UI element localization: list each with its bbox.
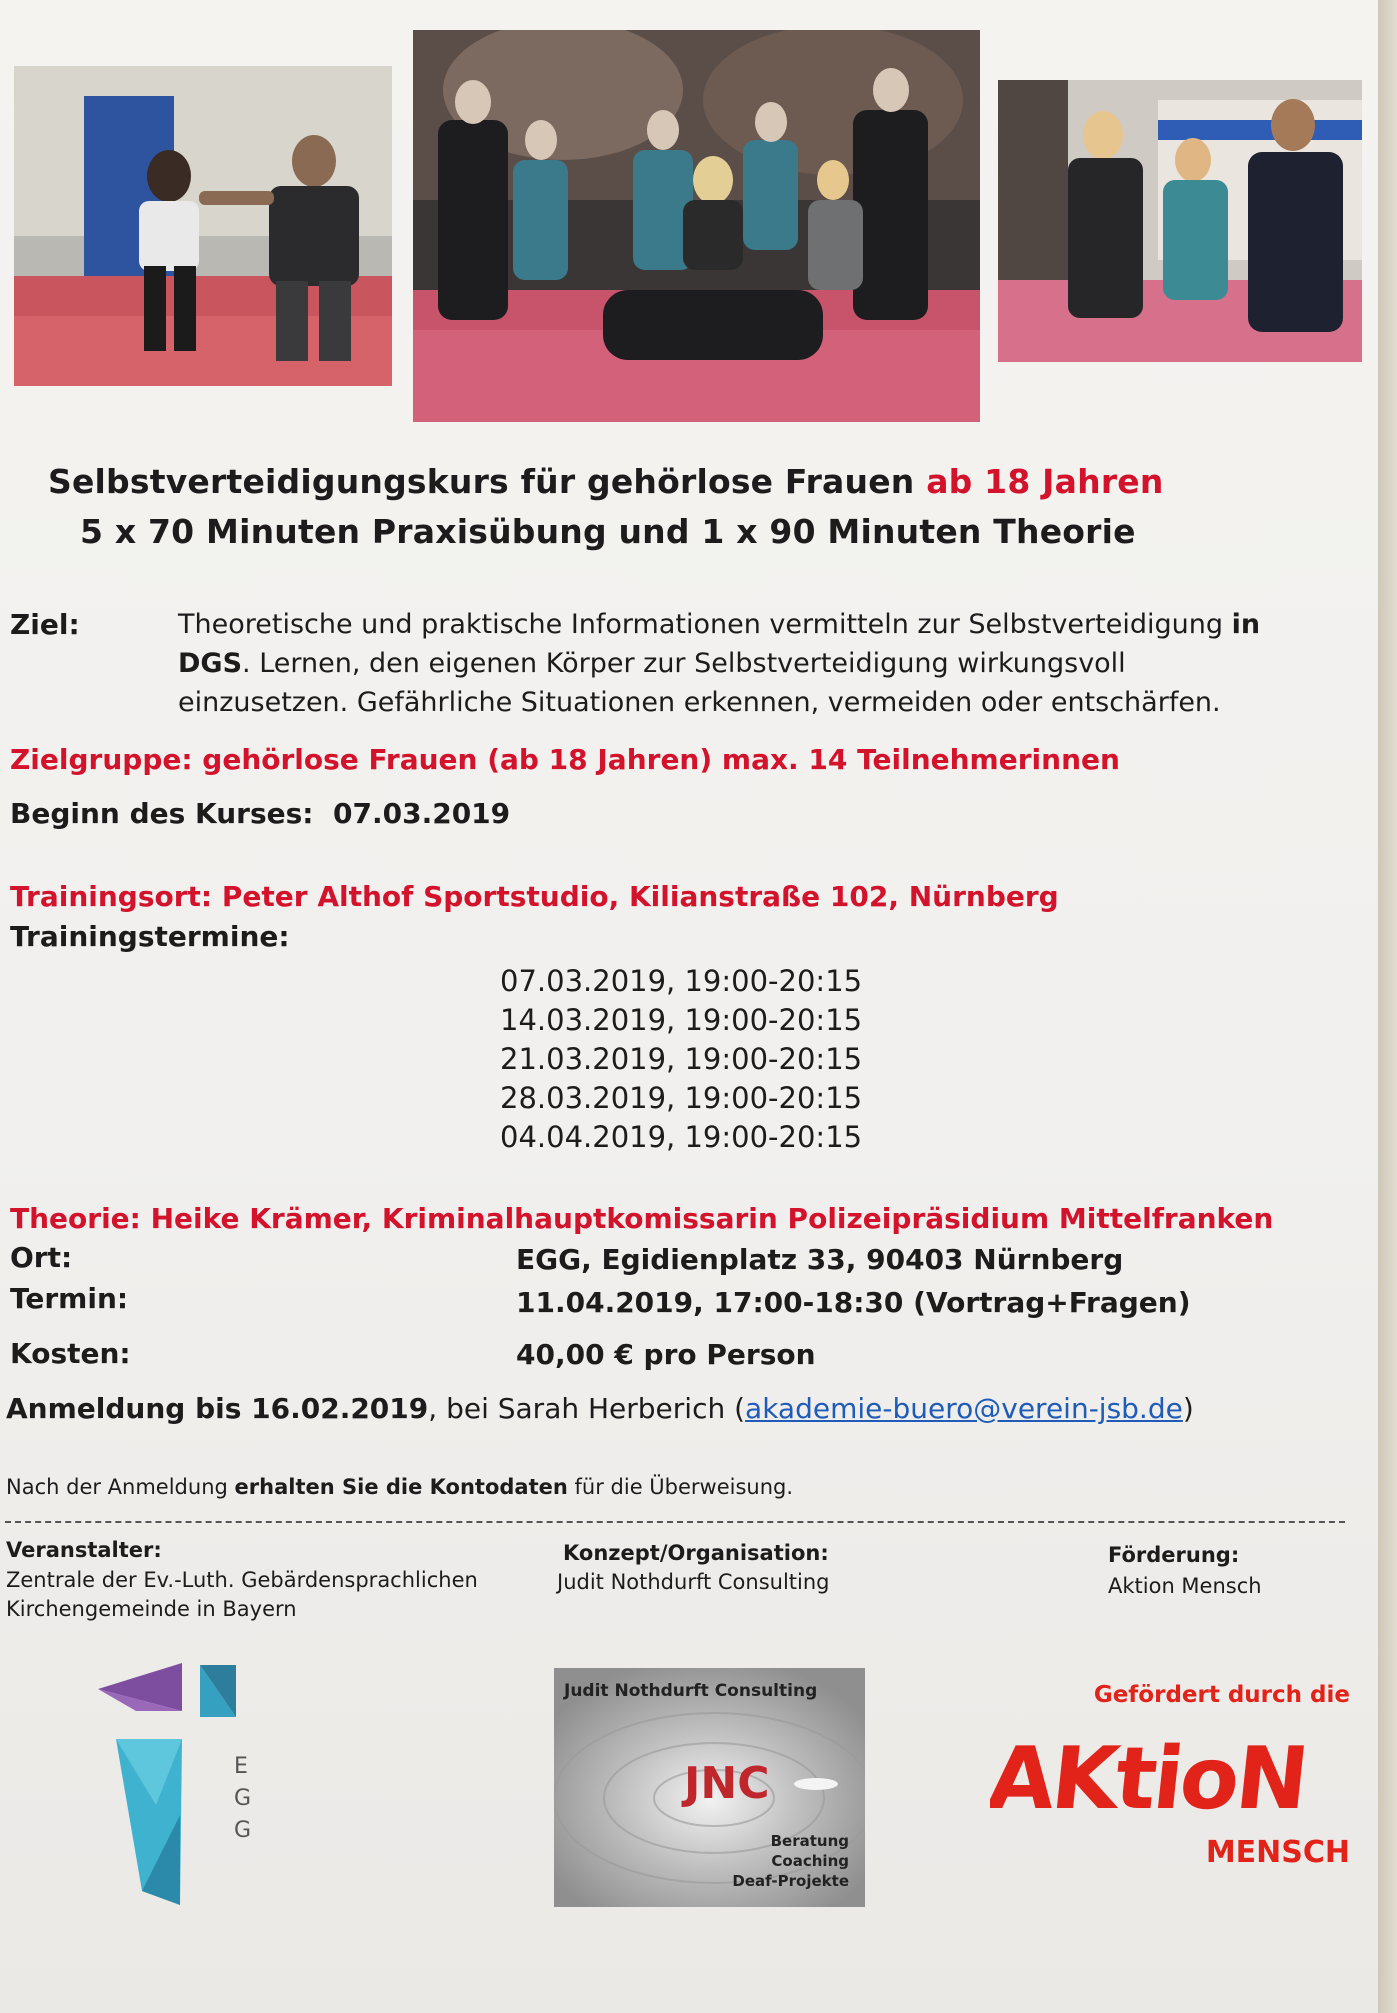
goal-label: Ziel:	[10, 608, 80, 641]
cost-label: Kosten:	[10, 1337, 131, 1370]
account-note: Nach der Anmeldung erhalten Sie die Kontodaten für die Überweisung.	[6, 1475, 794, 1499]
funding-logo-caption: Gefördert durch die	[1093, 1682, 1350, 1708]
svg-text:G: G	[234, 1786, 252, 1811]
jnc-logo	[554, 1668, 865, 1907]
theory-place-value: EGG, Egidienplatz 33, 90403 Nürnberg	[516, 1243, 1124, 1276]
training-date: 07.03.2019, 19:00-20:15	[500, 964, 863, 998]
photo-instructors	[998, 80, 1362, 362]
theory-heading: Theorie: Heike Krämer, Kriminalhauptkomissarin Polizeipräsidium Mittelfranken	[10, 1202, 1274, 1235]
course-title-main: Selbstverteidigungskurs für gehörlose Frauen	[48, 462, 915, 501]
aktion-mensch-logo	[990, 1670, 1360, 1890]
egg-logo	[96, 1655, 296, 1915]
divider	[5, 1521, 1345, 1523]
training-date: 28.03.2019, 19:00-20:15	[500, 1081, 863, 1115]
theory-date-value: 11.04.2019, 17:00-18:30 (Vortrag+Fragen)	[516, 1286, 1191, 1319]
theory-place-label: Ort:	[10, 1241, 73, 1274]
organizer-line-1: Zentrale der Ev.-Luth. Gebärdensprachlichen	[6, 1568, 478, 1592]
svg-text:Coaching: Coaching	[771, 1852, 849, 1870]
training-date: 21.03.2019, 19:00-20:15	[500, 1042, 863, 1076]
photo-group	[413, 30, 980, 422]
training-location: Trainingsort: Peter Althof Sportstudio, Kilianstraße 102, Nürnberg	[10, 880, 1059, 913]
goal-line-1: Theoretische und praktische Informationen vermitteln zur Selbstverteidigung in	[178, 609, 1261, 640]
svg-text:G: G	[234, 1818, 252, 1843]
organizer-label: Veranstalter:	[6, 1538, 162, 1562]
cost-value: 40,00 € pro Person	[516, 1338, 816, 1371]
training-date: 04.04.2019, 19:00-20:15	[500, 1120, 863, 1154]
photo-training-pair	[14, 66, 392, 386]
funding-value: Aktion Mensch	[1108, 1574, 1262, 1598]
jnc-logo-caption: Judit Nothdurft Consulting	[564, 1681, 818, 1701]
registration-email-link[interactable]: akademie-buero@verein-jsb.de	[745, 1392, 1183, 1425]
target-group: Zielgruppe: gehörlose Frauen (ab 18 Jahren) max. 14 Teilnehmerinnen	[10, 743, 1120, 776]
svg-text:Beratung: Beratung	[770, 1832, 849, 1850]
course-title-age: ab 18 Jahren	[926, 462, 1164, 501]
organizer-line-2: Kirchengemeinde in Bayern	[6, 1597, 297, 1621]
course-title	[48, 462, 1164, 501]
egg-logo-text: E	[234, 1754, 248, 1779]
mensch-logo-text: MENSCH	[1205, 1835, 1350, 1870]
paper-edge	[1378, 0, 1397, 2013]
goal-line-3: einzusetzen. Gefährliche Situationen erkennen, vermeiden oder entschärfen.	[178, 687, 1221, 718]
jnc-logo-text: JNC	[684, 1758, 770, 1809]
training-date: 14.03.2019, 19:00-20:15	[500, 1003, 863, 1037]
theory-date-label: Termin:	[10, 1282, 129, 1315]
course-start: Beginn des Kurses: 07.03.2019	[10, 797, 511, 830]
registration: Anmeldung bis 16.02.2019, bei Sarah Herberich (akademie-buero@verein-jsb.de)	[6, 1392, 1194, 1425]
aktion-logo-text: AKtioN	[990, 1729, 1311, 1829]
svg-text:Deaf-Projekte: Deaf-Projekte	[732, 1872, 849, 1890]
training-dates-list	[500, 962, 862, 1157]
course-subtitle: 5 x 70 Minuten Praxisübung und 1 x 90 Minuten Theorie	[80, 512, 1136, 551]
training-dates-label: Trainingstermine:	[10, 920, 290, 953]
funding-label: Förderung:	[1108, 1543, 1240, 1567]
goal-line-2: DGS. Lernen, den eigenen Körper zur Selbstverteidigung wirkungsvoll	[178, 648, 1126, 679]
concept-value: Judit Nothdurft Consulting	[557, 1570, 830, 1594]
concept-label: Konzept/Organisation:	[563, 1541, 829, 1565]
